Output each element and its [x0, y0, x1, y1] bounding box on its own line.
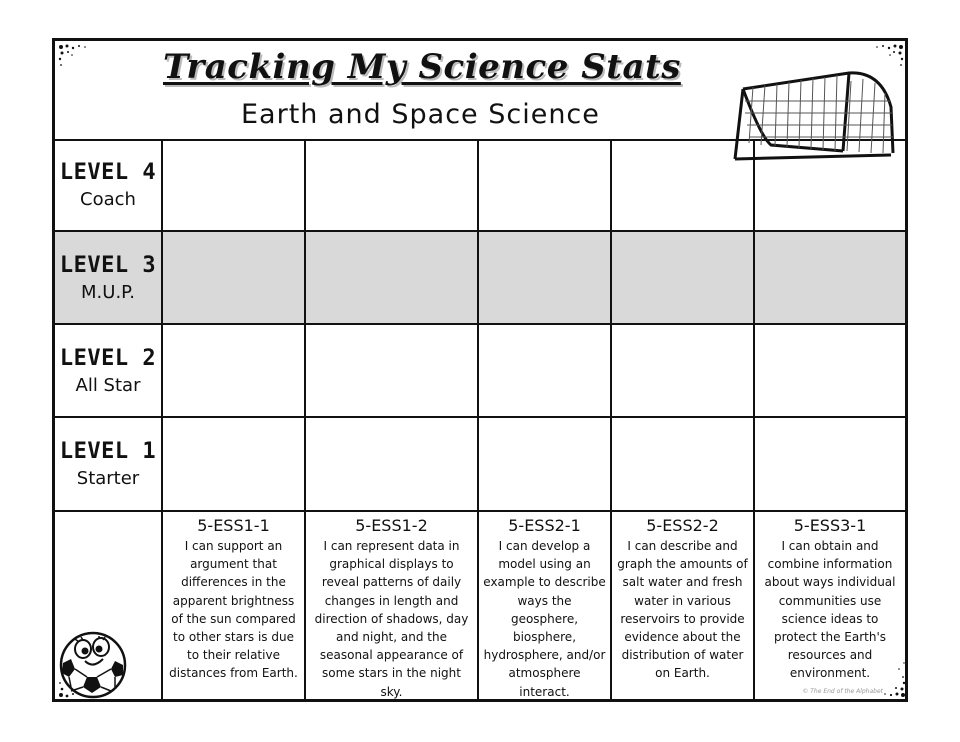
level-row-3 [55, 232, 905, 325]
standard-cell [306, 512, 479, 699]
tracking-cell[interactable] [479, 418, 612, 510]
level-number: LEVEL 2 [59, 345, 157, 371]
standard-cell [612, 512, 755, 699]
page-subtitle: Earth and Space Science [241, 99, 600, 130]
standard-text: I can represent data in graphical displays to reveal patterns of daily changes in length and direction of shadows, day and night, and the seasonal appearance of some stars in the night sky. [314, 539, 469, 699]
standard-code: 5-ESS2-1 [508, 516, 581, 535]
sheet-header [55, 41, 905, 141]
tracking-cell[interactable] [612, 232, 755, 323]
standards-row [55, 512, 905, 699]
standard-text: I can describe and graph the amounts of salt water and fresh water in various reservoirs to provide evidence about the distribution of water on Earth. [617, 539, 748, 681]
tracking-cell[interactable] [306, 418, 479, 510]
copyright-text: © The End of the Alphabet [802, 688, 883, 695]
standard-text: I can develop a model using an example to describe ways the geosphere, biosphere, hydrosphere, and/or atmosphere interact. [483, 539, 606, 699]
standard-cell [479, 512, 612, 699]
level-label-cell [55, 325, 163, 416]
level-name: All Star [75, 374, 141, 396]
standard-code: 5-ESS1-1 [197, 516, 270, 535]
level-name: M.U.P. [81, 281, 135, 303]
level-number: LEVEL 1 [59, 439, 157, 464]
tracking-cell[interactable] [306, 325, 479, 416]
level-label-cell [55, 139, 163, 230]
level-label-cell [55, 418, 163, 510]
tracking-cell[interactable] [479, 325, 612, 416]
tracking-cell[interactable] [755, 325, 905, 416]
standard-code: 5-ESS1-2 [355, 516, 428, 535]
level-name: Starter [76, 468, 140, 489]
tracking-cell[interactable] [163, 325, 306, 416]
tracking-cell[interactable] [479, 232, 612, 323]
tracking-cell[interactable] [163, 139, 306, 230]
standard-text: I can support an argument that differences in the apparent brightness of the sun compared to other stars is due to their relative distances from Earth. [169, 539, 298, 681]
tracking-grid [55, 139, 905, 699]
level-name: Coach [80, 188, 136, 210]
level-number: LEVEL 3 [59, 252, 157, 278]
level-row-1 [55, 418, 905, 512]
tracking-cell[interactable] [163, 232, 306, 323]
level-row-4 [55, 139, 905, 232]
corner-dots-bottom-left [57, 661, 87, 699]
corner-dots-top-right [861, 43, 905, 73]
level-label-cell [55, 232, 163, 323]
level-number: LEVEL 4 [59, 159, 157, 185]
tracking-cell[interactable] [755, 232, 905, 323]
tracking-sheet [52, 38, 908, 702]
standard-code: 5-ESS3-1 [793, 516, 867, 535]
tracking-cell[interactable] [755, 418, 905, 510]
standard-text: I can obtain and combine information about ways individual communities use science ideas to protect the Earth's resources and environment. [764, 539, 896, 681]
standard-cell [163, 512, 306, 699]
tracking-cell[interactable] [479, 139, 612, 230]
tracking-cell[interactable] [612, 139, 755, 230]
tracking-cell[interactable] [306, 232, 479, 323]
tracking-cell[interactable] [612, 325, 755, 416]
tracking-cell[interactable] [755, 139, 905, 230]
tracking-cell[interactable] [306, 139, 479, 230]
corner-dots-top-left [57, 43, 97, 73]
tracking-cell[interactable] [612, 418, 755, 510]
page-title: Tracking My Science Stats [163, 47, 681, 87]
level-row-2 [55, 325, 905, 418]
standard-code: 5-ESS2-2 [646, 516, 719, 535]
tracking-cell[interactable] [163, 418, 306, 510]
